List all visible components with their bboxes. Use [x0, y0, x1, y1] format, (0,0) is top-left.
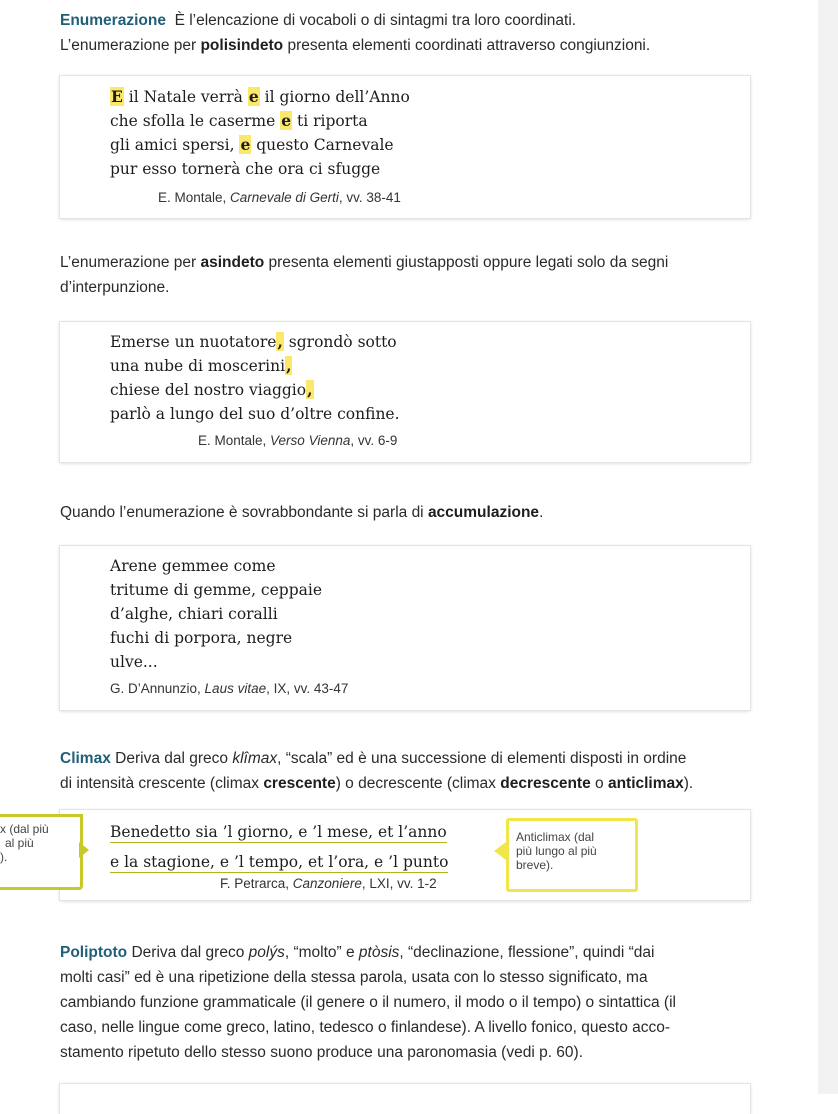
text: Quando l’enumerazione è sovrabbondante si parla di	[60, 504, 428, 521]
verse-line	[110, 330, 400, 354]
text: ti riporta	[292, 112, 368, 130]
verse-line: fuchi di porpora, negre	[110, 629, 293, 647]
text: che sfolla le caserme	[110, 112, 281, 130]
citation-author: G. D’Annunzio,	[110, 681, 205, 696]
verse-line: ulve...	[110, 653, 158, 671]
text: Emerse un nuotatore	[110, 333, 277, 351]
verse-line	[110, 378, 400, 402]
highlight-conjunction: e	[248, 87, 259, 106]
verse-line: d’alghe, chiari coralli	[110, 605, 278, 623]
callout-right-text	[516, 830, 626, 872]
citation-work: Laus vitae	[204, 681, 267, 696]
text: molti casi” ed è una ripetizione della stessa parola, usata con lo stesso significato, ma	[60, 969, 648, 986]
verse-line	[110, 820, 448, 844]
text: Deriva dal greco	[127, 944, 249, 961]
keyword-anticlimax: anticlimax	[607, 775, 684, 792]
poliptoto-paragraph	[60, 940, 755, 1065]
text: .	[539, 504, 544, 521]
text: , “scala” ed è una successione di elementi disposti in ordine	[277, 750, 687, 767]
asindeto-paragraph	[60, 250, 755, 300]
text: ).	[683, 775, 694, 792]
text: al più	[5, 836, 34, 850]
text: questo Carnevale	[251, 136, 394, 154]
text: , “molto” e	[284, 944, 359, 961]
citation-verses: , vv. 38-41	[338, 190, 401, 205]
text: presenta elementi coordinati attraverso congiunzioni.	[283, 37, 651, 54]
text: , “declinazione, flessione”, quindi “dai	[399, 944, 655, 961]
citation-work: Carnevale di Gerti	[230, 190, 339, 205]
underlined-verse: e la stagione, e ’l tempo, et l’ora, e ’l punto	[110, 853, 449, 871]
verse-line	[110, 354, 400, 378]
text: Anticlimax (dal	[516, 830, 595, 844]
citation-3	[110, 681, 348, 696]
verse-line	[110, 109, 410, 133]
citation-author: E. Montale,	[158, 190, 231, 205]
keyword-accumulazione: accumulazione	[427, 504, 540, 521]
verse-block-2	[110, 330, 400, 426]
citation-work: Canzoniere	[292, 876, 362, 891]
text: presenta elementi giustapposti oppure legati solo da segni	[264, 254, 669, 271]
highlight-comma: ,	[286, 356, 292, 375]
climax-paragraph	[60, 746, 755, 796]
text: una nube di moscerini	[110, 357, 286, 375]
term-poliptoto: Poliptoto	[60, 944, 128, 961]
citation-author: E. Montale,	[198, 433, 271, 448]
text: sgrondò sotto	[283, 333, 397, 351]
verse-block-4	[110, 820, 448, 874]
verse-line	[110, 133, 410, 157]
page-edge-strip	[818, 0, 838, 1094]
enumerazione-definition: È l’elencazione di vocaboli o di sintagmi tra loro coordinati.	[174, 12, 577, 29]
keyword-crescente: crescente	[263, 775, 336, 792]
callout-left-text	[0, 822, 76, 864]
callout-pointer-right	[494, 842, 506, 860]
text: più lungo al più	[516, 844, 597, 858]
citation-work: Verso Vienna	[270, 433, 351, 448]
accumulazione-paragraph	[60, 500, 755, 525]
callout-pointer-left	[79, 842, 89, 858]
keyword-asindeto: asindeto	[200, 254, 265, 271]
verse-block-3	[110, 554, 322, 674]
underlined-verse: Benedetto sia ’l giorno, e ’l mese, et l’anno	[110, 823, 447, 841]
text: L’enumerazione per	[60, 37, 201, 54]
highlight-comma: ,	[277, 332, 283, 351]
text: di intensità crescente (climax	[60, 775, 264, 792]
greek-word: klîmax	[232, 750, 278, 767]
text: gli amici spersi,	[110, 136, 240, 154]
citation-4	[220, 876, 437, 891]
citation-1	[158, 190, 401, 205]
verse-line: pur esso tornerà che ora ci sfugge	[110, 160, 381, 178]
text: x (dal più	[0, 822, 49, 836]
citation-verses: , LXI, vv. 1-2	[361, 876, 437, 891]
term-enumerazione: Enumerazione	[60, 12, 166, 29]
text: caso, nelle lingue come greco, latino, tedesco o finlandese). A livello fonico, questo acco-	[60, 1019, 671, 1036]
highlight-conjunction: E	[111, 87, 123, 106]
verse-line: Arene gemmee come	[110, 557, 276, 575]
citation-verses: , IX, vv. 43-47	[266, 681, 349, 696]
citation-author: F. Petrarca,	[220, 876, 293, 891]
verse-line	[110, 850, 448, 874]
highlight-conjunction: e	[240, 135, 251, 154]
greek-word: ptòsis	[358, 944, 400, 961]
verse-block-1	[110, 85, 410, 181]
text: ).	[0, 850, 8, 864]
text: il giorno dell’Anno	[259, 88, 410, 106]
text: Deriva dal greco	[110, 750, 233, 767]
text: d’interpunzione.	[60, 279, 170, 296]
term-climax: Climax	[60, 750, 111, 767]
verse-line: tritume di gemme, ceppaie	[110, 581, 322, 599]
highlight-comma: ,	[307, 380, 313, 399]
text: L’enumerazione per	[60, 254, 201, 271]
keyword-polisindeto: polisindeto	[200, 37, 284, 54]
citation-verses: , vv. 6-9	[350, 433, 398, 448]
text: stamento ripetuto dello stesso suono produce una paronomasia (vedi p. 60).	[60, 1044, 584, 1061]
verse-line	[110, 85, 410, 109]
enumerazione-paragraph	[60, 8, 755, 58]
text: ) o decrescente (climax	[335, 775, 501, 792]
text: cambiando funzione grammaticale (il genere o il numero, il modo o il tempo) o sintattica (il	[60, 994, 676, 1011]
verse-line: parlò a lungo del suo d’oltre confine.	[110, 405, 400, 423]
keyword-decrescente: decrescente	[500, 775, 591, 792]
highlight-conjunction: e	[281, 111, 292, 130]
text: o	[590, 775, 608, 792]
quote-box-next	[60, 1084, 750, 1114]
text: il Natale verrà	[123, 88, 248, 106]
text: breve).	[516, 858, 554, 872]
greek-word: polýs	[248, 944, 285, 961]
citation-2	[198, 433, 397, 448]
text: chiese del nostro viaggio	[110, 381, 307, 399]
